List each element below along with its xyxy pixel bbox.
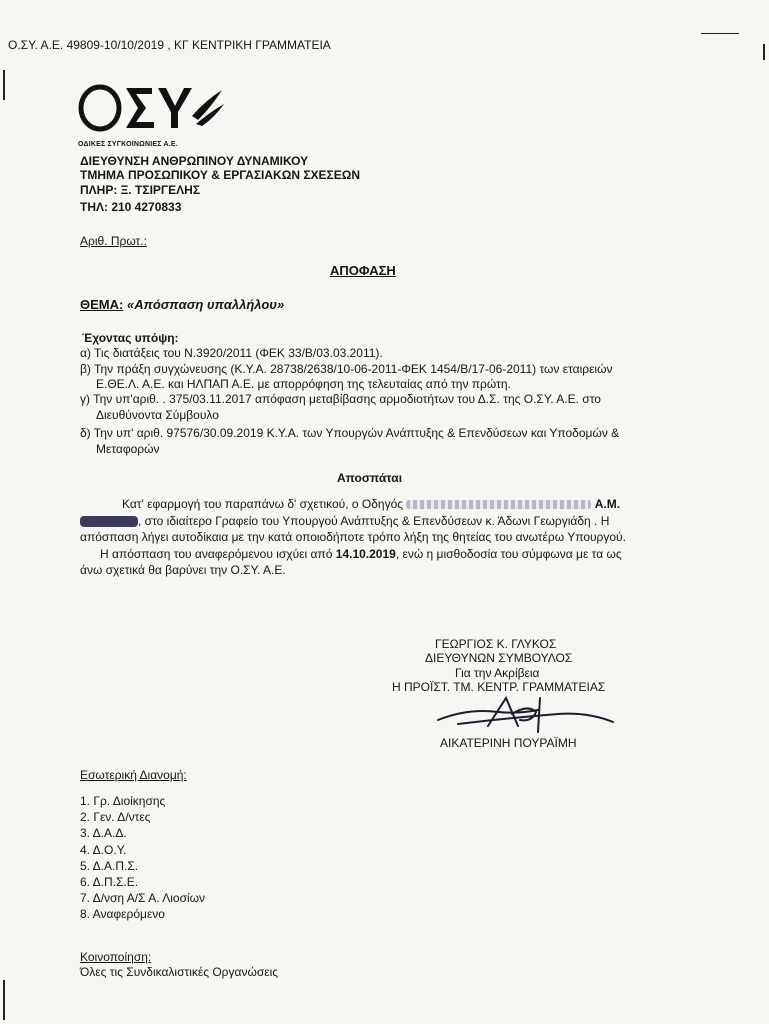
sender-contact: ΠΛΗΡ: Ξ. ΤΣΙΡΓΕΛΗΣ [80,183,201,197]
body-p2-end: , ενώ η μισθοδοσία του σύμφωνα με τα ως [395,547,622,561]
body-p1-cont: , στο ιδιαίτερο Γραφείο του Υπουργού Ανάπτυξης & Επενδύσεων κ. Άδωνι Γεωργιάδη . Η [138,514,610,528]
sender-section: ΤΜΗΜΑ ΠΡΟΣΩΠΙΚΟΥ & ΕΡΓΑΣΙΑΚΩΝ ΣΧΕΣΕΩΝ [80,168,361,182]
scan-edge-mark [701,33,739,34]
sender-department: ΔΙΕΥΘΥΝΣΗ ΑΝΘΡΩΠΙΝΟΥ ΔΥΝΑΜΙΚΟΥ [80,154,309,168]
osy-logo-icon [78,80,228,136]
distribution-item: 3. Δ.Α.Δ. [80,826,127,841]
distribution-list [80,793,205,923]
company-logo [78,80,228,150]
subject-text: «Απόσπαση υπαλλήλου» [126,297,285,312]
redacted-name [406,500,591,509]
accuracy-note: Για την Ακρίβεια [455,666,540,680]
protocol-stamp: Ο.ΣΥ. Α.Ε. 49809-10/10/2019 , ΚΓ ΚΕΝΤΡΙΚΗ ΓΡΑΜΜΑΤΕΙΑ [8,38,331,52]
certifier-name: ΑΙΚΑΤΕΡΙΝΗ ΠΟΥΡΑΪΜΗ [440,736,577,750]
distribution-item: 6. Δ.Π.Σ.Ε. [80,875,139,890]
redacted-employee-number [80,516,138,527]
distribution-item: 5. Δ.Α.Π.Σ. [80,858,139,873]
subject-line [80,297,284,312]
distribution-heading: Εσωτερική Διανομή: [80,768,187,782]
cc-heading: Κοινοποίηση: [80,950,152,964]
consideration-d: δ) Την υπ' αριθ. 97576/30.09.2019 Κ.Υ.Α. των Υπουργών Ανάπτυξης & Επενδύσεων και Υποδομών & [80,426,620,440]
distribution-item: 4. Δ.Ο.Υ. [80,842,127,857]
distribution-item: 2. Γεν. Δ/ντες [80,810,151,825]
document-title: ΑΠΟΦΑΣΗ [330,263,396,278]
body-p1-line3: απόσπαση λήγει αυτοδίκαια με την κατά οποιοδήποτε τρόπο λήξη της θητείας του ανωτέρω Υπουργού. [80,530,626,544]
effective-date: 14.10.2019 [335,547,396,561]
signatory-role: ΔΙΕΥΘΥΝΩΝ ΣΥΜΒΟΥΛΟΣ [425,651,573,665]
body-p2-start: Η απόσπαση του αναφερόμενου ισχύει από [100,547,333,561]
consideration-c: γ) Την υπ'αριθ. . 375/03.11.2017 απόφαση μεταβίβασης αρμοδιοτήτων του Δ.Σ. της Ο.ΣΥ. Α.Ε. στο [80,392,601,406]
body-p1-start: Κατ' εφαρμογή του παραπάνω δ' σχετικού, ο Οδηγός [122,497,404,511]
scan-edge-mark [763,44,765,60]
distribution-item: 7. Δ/νση Α/Σ Α. Λιοσίων [80,891,206,906]
distribution-item: 1. Γρ. Διοίκησης [80,794,166,808]
sender-phone: ΤΗΛ: 210 4270833 [80,200,182,214]
consideration-d-cont: Μεταφορών [96,442,160,456]
cc-recipients: Όλες τις Συνδικαλιστικές Οργανώσεις [80,965,279,979]
protocol-number-label: Αριθ. Πρωτ.: [80,234,147,248]
decision-heading: Αποσπάται [337,471,403,485]
body-paragraph-1-cont [80,514,609,528]
consideration-b-cont: Ε.ΘΕ.Λ. Α.Ε. και ΗΛΠΑΠ Α.Ε. με απορρόφηση της τελευταίας από την πρώτη. [96,377,511,391]
handwritten-signature-icon [428,692,618,736]
signatory-name: ΓΕΩΡΓΙΟΣ Κ. ΓΛΥΚΟΣ [435,637,557,651]
logo-subtitle: ΟΔΙΚΕΣ ΣΥΓΚΟΙΝΩΝΙΕΣ Α.Ε. [78,141,178,148]
considerations-heading: Έχοντας υπόψη: [82,331,179,345]
subject-label: ΘΕΜΑ: [80,297,124,312]
consideration-b: β) Την πράξη συγχώνευσης (Κ.Υ.Α. 28738/2638/10-06-2011-ΦΕΚ 1454/Β/17-06-2011) των εταιρειών [80,362,613,376]
consideration-a: α) Τις διατάξεις του Ν.3920/2011 (ΦΕΚ 33/Β/03.03.2011). [80,346,383,360]
scan-edge-mark [3,70,5,100]
body-p2-line2: άνω σχετικά θα βαρύνει την Ο.ΣΥ. Α.Ε. [80,563,286,577]
scan-edge-mark [3,980,5,1020]
certifying-office: Η ΠΡΟΪΣΤ. ΤΜ. ΚΕΝΤΡ. ΓΡΑΜΜΑΤΕΙΑΣ [392,680,606,694]
employee-number-label: Α.Μ. [594,497,621,511]
body-paragraph-1 [122,497,620,511]
body-paragraph-2 [100,547,622,561]
distribution-item: 8. Αναφερόμενο [80,907,165,922]
consideration-c-cont: Διευθύνοντα Σύμβουλο [96,408,219,422]
